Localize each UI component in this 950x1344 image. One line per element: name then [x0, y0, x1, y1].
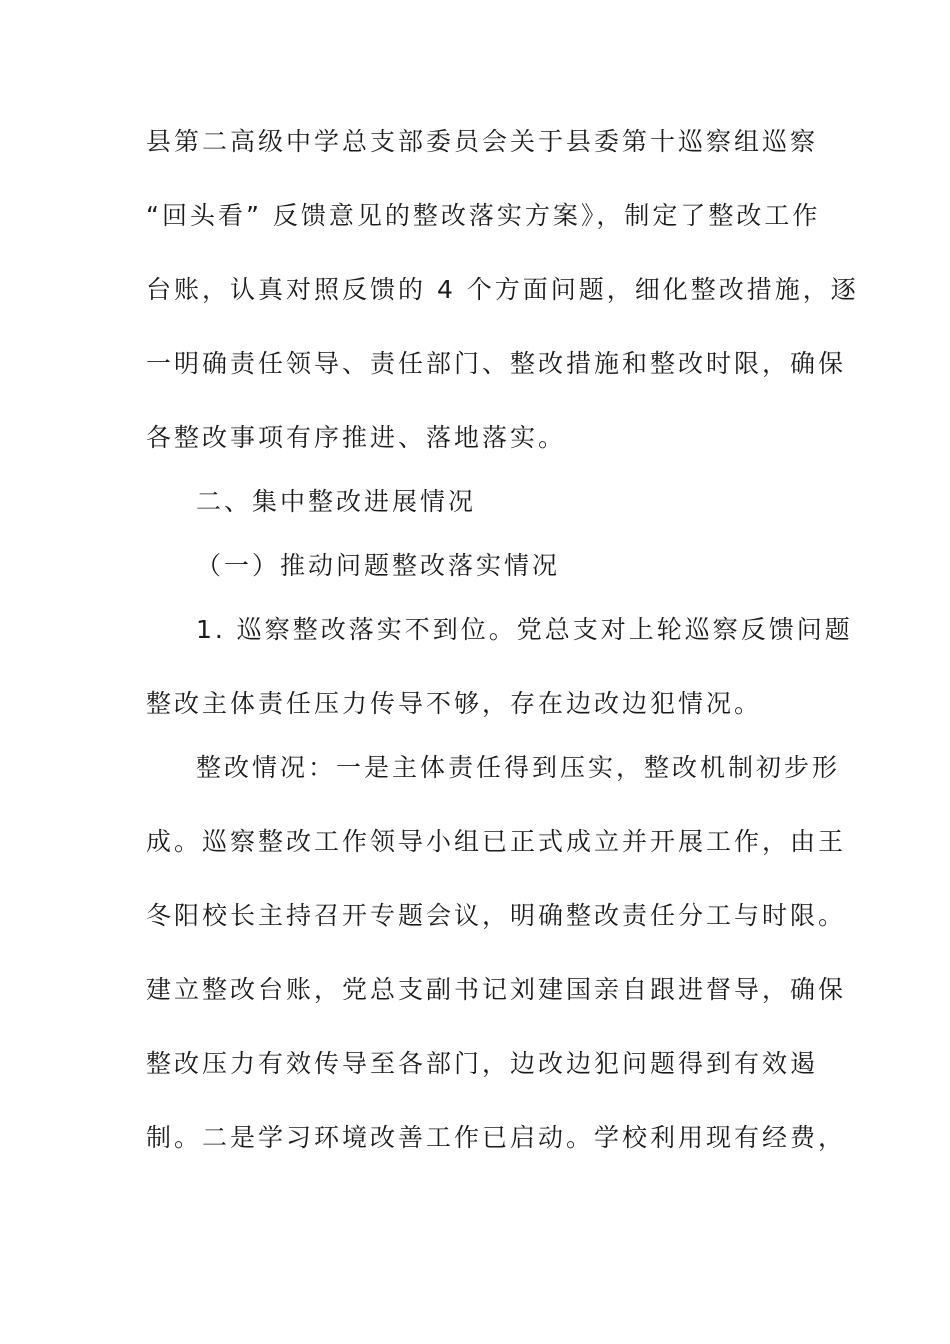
status-line-3: 冬阳校长主持召开专题会议，明确整改责任分工与时限。 [146, 901, 847, 930]
status-line-5: 整改压力有效传导至各部门，边改边犯问题得到有效遏 [146, 1049, 819, 1078]
status-line-4: 建立整改台账，党总支副书记刘建国亲自跟进督导，确保 [146, 975, 847, 1004]
section-heading: 二、集中整改进展情况 [196, 487, 477, 516]
paragraph-line-1: 县第二高级中学总支部委员会关于县委第十巡察组巡察 [146, 127, 819, 156]
paragraph-line-3: 台账，认真对照反馈的 4 个方面问题，细化整改措施，逐 [146, 275, 859, 304]
item-1-line-2: 整改主体责任压力传导不够，存在边改边犯情况。 [146, 689, 763, 718]
paragraph-line-2: “回头看” 反馈意见的整改落实方案》，制定了整改工作 [146, 201, 821, 230]
status-line-6: 制。二是学习环境改善工作已启动。学校利用现有经费， [146, 1123, 847, 1152]
subsection-heading: （一）推动问题整改落实情况 [196, 551, 561, 580]
paragraph-line-4: 一明确责任领导、责任部门、整改措施和整改时限，确保 [146, 349, 847, 378]
status-line-1: 整改情况：一是主体责任得到压实，整改机制初步形 [196, 753, 841, 782]
status-line-2: 成。巡察整改工作领导小组已正式成立并开展工作，由王 [146, 827, 847, 856]
item-1-line-1: 1. 巡察整改落实不到位。党总支对上轮巡察反馈问题 [196, 615, 853, 644]
paragraph-line-5: 各整改事项有序推进、落地落实。 [146, 423, 567, 452]
